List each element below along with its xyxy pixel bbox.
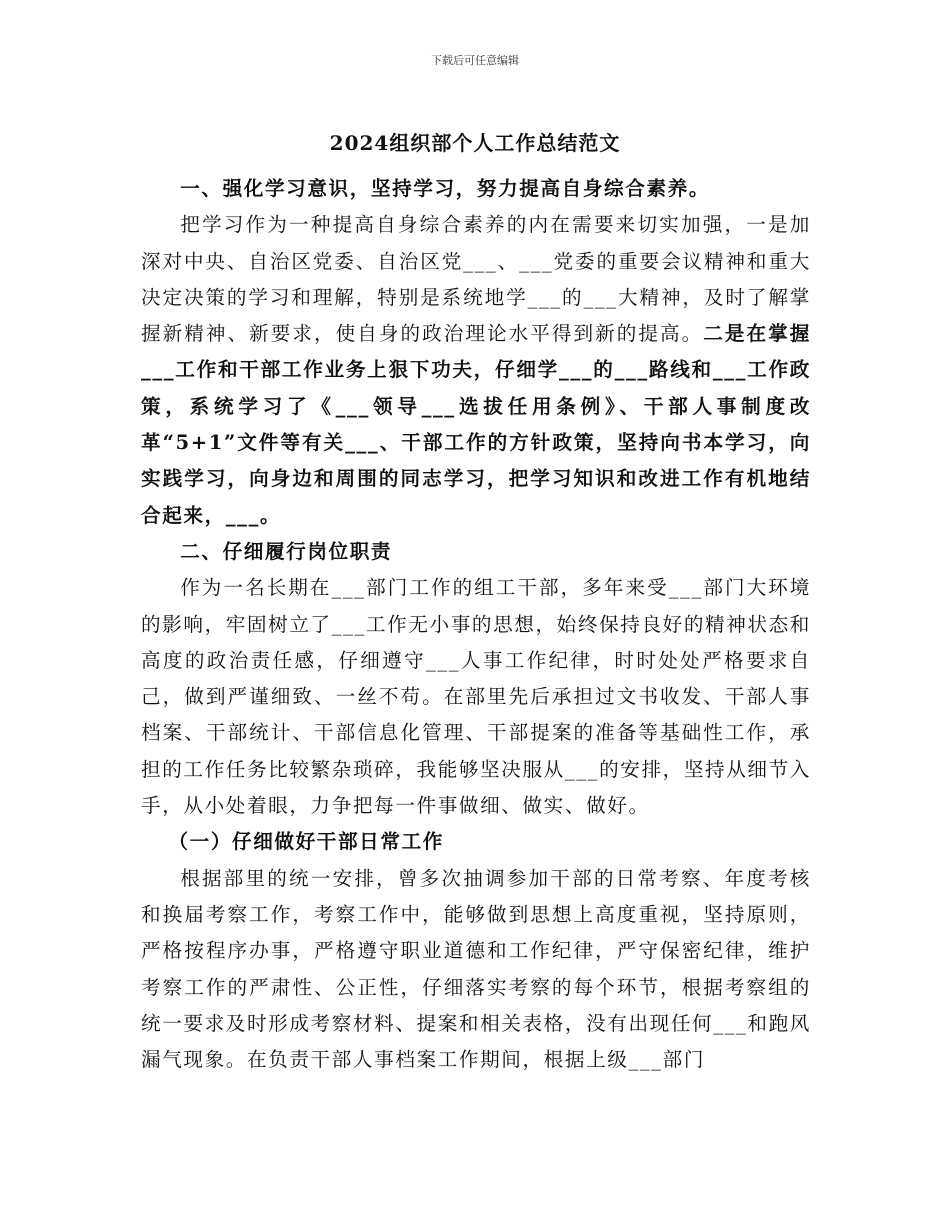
- section-2-paragraph: 作为一名长期在___部门工作的组工干部，多年来受___部门大环境的影响，牢固树立了___工作无小事的思想，始终保持良好的精神状态和高度的政治责任感，仔细遵守___人事工作纪律，时时处处严格要求自己，做到严谨细致、一丝不苟。在部里先后承担过文书收发、干部人事档案、干部统计、干部信息化管理、干部提案的准备等基础性工作，承担的工作任务比较繁杂琐碎，我能够坚决服从___的安排，坚持从细节入手，从小处着眼，力争把每一件事做细、做实、做好。: [141, 576, 812, 818]
- document-title: 2024组织部个人工作总结范文: [329, 131, 621, 155]
- document-body: [141, 171, 811, 1078]
- section-1-heading: 一、强化学习意识，坚持学习，努力提高自身综合素养。: [180, 177, 711, 200]
- section-2-heading: 二、仔细履行岗位职责: [180, 539, 393, 563]
- section-1-bold-text: 二是在掌握___工作和干部工作业务上狠下功夫，仔细学___的___路线和___工作政策，系统学习了《___领导___选拔任用条例》、干部人事制度改革“5+1”文件等有关___、干部工作的方针政策，坚持向书本学习，向实践学习，向身边和周围的同志学习，把学习知识和改进工作有机地结合起来，___。: [141, 322, 811, 527]
- section-1-paragraph: [141, 207, 811, 534]
- subsection-1-paragraph: 根据部里的统一安排，曾多次抽调参加干部的日常考察、年度考核和换届考察工作，考察工作中，能够做到思想上高度重视，坚持原则，严格按程序办事，严格遵守职业道德和工作纪律，严守保密纪律，维护考察工作的严肃性、公正性，仔细落实考察的每个环节，根据考察组的统一要求及时形成考察材料、提案和相关表格，没有出现任何___和跑风漏气现象。在负责干部人事档案工作期间，根据上级___部门: [141, 866, 812, 1072]
- page-header-note: 下载后可任意编辑: [431, 54, 519, 67]
- section-1-regular-text: 把学习作为一种提高自身综合素养的内在需要来切实加强，一是加深对中央、自治区党委、自治区党___、___党委的重要会议精神和重大决定决策的学习和理解，特别是系统地学___的___大精神，及时了解掌握新精神、新要求，使自身的政治理论水平得到新的提高。: [141, 213, 811, 346]
- subsection-1-heading: （一）仔细做好干部日常工作: [168, 830, 444, 854]
